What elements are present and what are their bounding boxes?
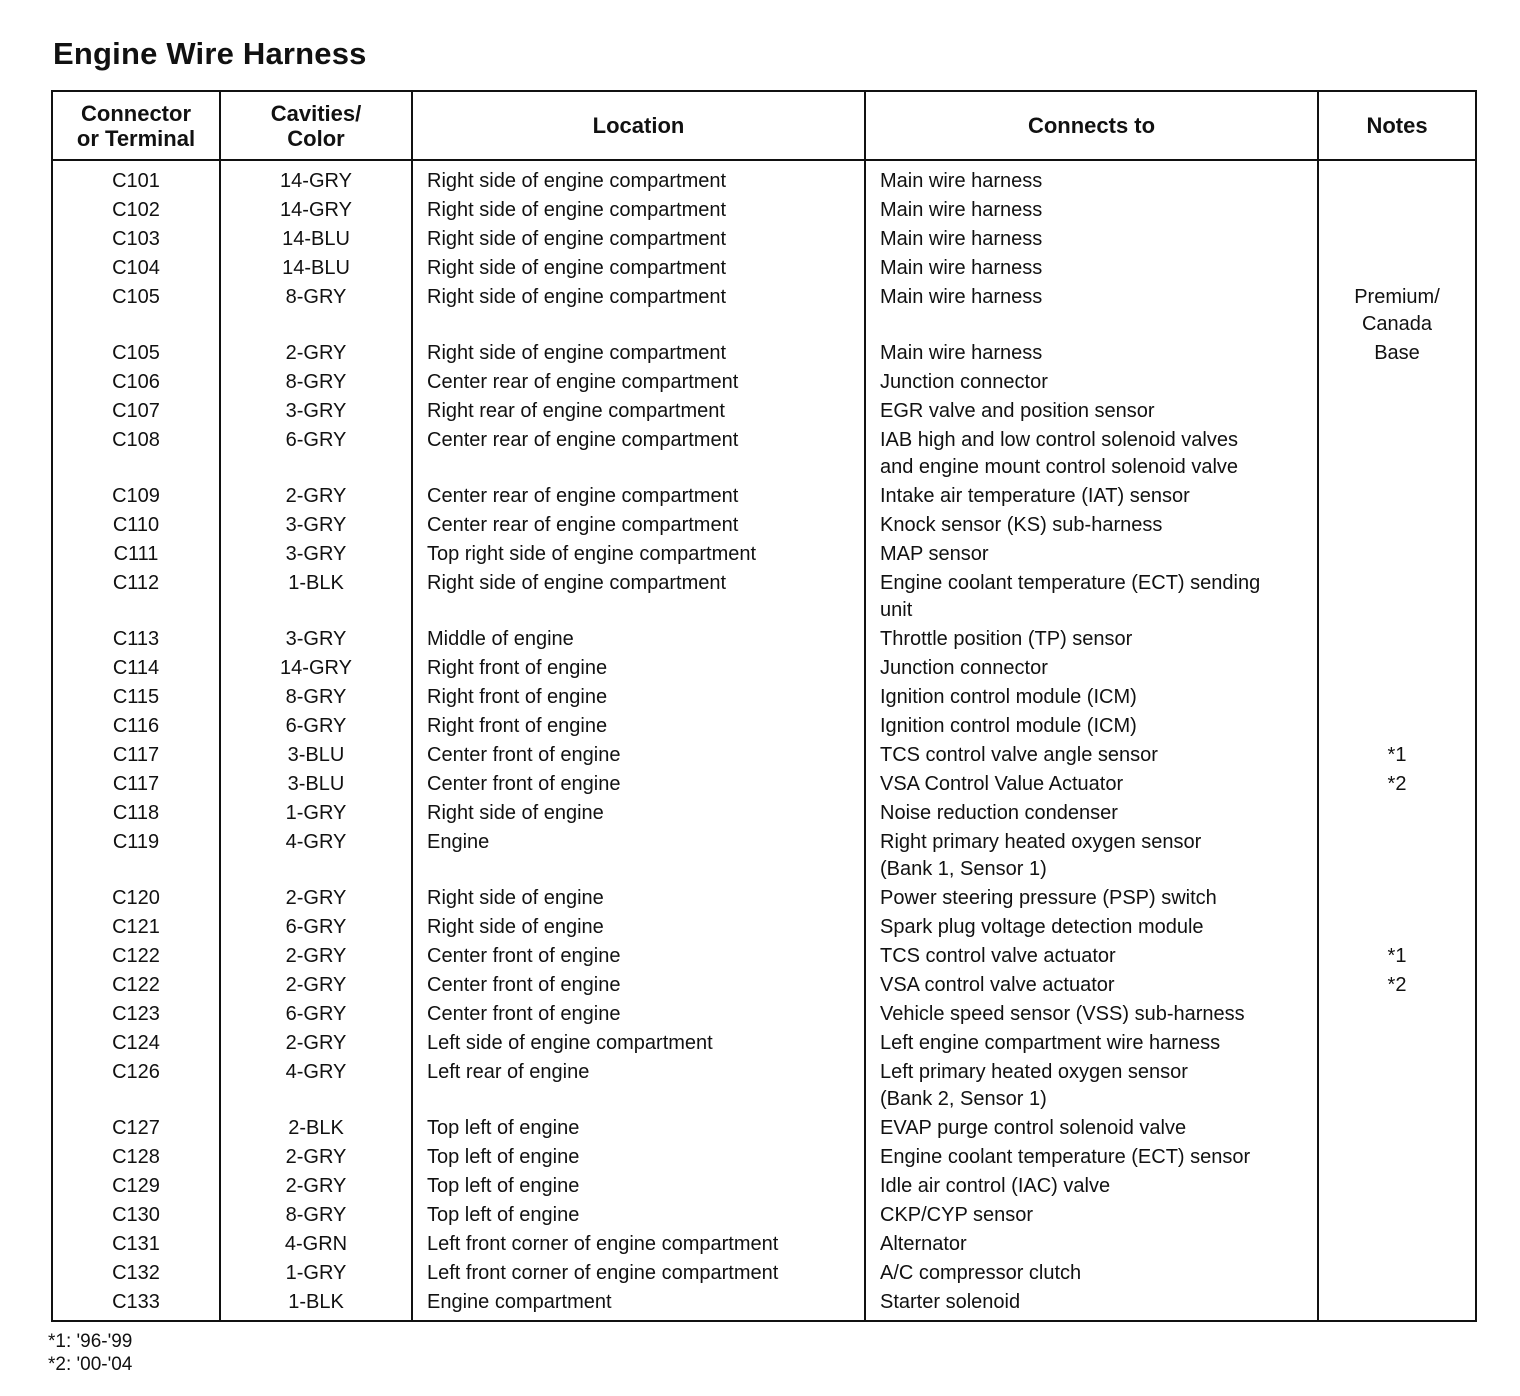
table-row [0,1289,1520,1318]
table-row [0,541,1520,570]
table-row [0,1144,1520,1173]
connects-to-cell: Left primary heated oxygen sensor (Bank 2, Sensor 1) [880,1061,1188,1110]
connects-to-cell: Noise reduction condenser [880,802,1118,824]
connector-cell: C127 [112,1117,160,1139]
connects-to-cell: CKP/CYP sensor [880,1204,1034,1226]
connects-to-cell: Main wire harness [880,342,1043,364]
table-row [0,1059,1520,1115]
location-cell: Center front of engine [427,773,621,795]
cavities-cell: 8-GRY [285,686,347,708]
table-row [0,226,1520,255]
location-cell: Top left of engine [427,1175,580,1197]
cavities-cell: 2-GRY [285,945,347,967]
table-row [0,943,1520,972]
table-row [0,972,1520,1001]
footnotes [48,1330,132,1376]
location-cell: Center front of engine [427,1003,621,1025]
connects-to-cell: Main wire harness [880,286,1043,308]
connector-cell: C109 [112,485,160,507]
cavities-cell: 6-GRY [285,715,347,737]
location-cell: Left front corner of engine compartment [427,1262,779,1284]
table-row [0,1260,1520,1289]
location-cell: Center front of engine [427,945,621,967]
notes-cell: *2 [1387,773,1407,795]
table-row [0,771,1520,800]
connects-to-cell: Main wire harness [880,170,1043,192]
table-row [0,197,1520,226]
location-cell: Right side of engine compartment [427,257,727,279]
connector-cell: C124 [112,1032,160,1054]
cavities-cell: 2-GRY [285,342,347,364]
table-row [0,483,1520,512]
location-cell: Center front of engine [427,744,621,766]
cavities-cell: 14-GRY [280,199,352,221]
cavities-cell: 3-GRY [285,543,347,565]
connector-cell: C117 [112,773,160,795]
connects-to-cell: Main wire harness [880,257,1043,279]
table-row [0,914,1520,943]
notes-cell: Base [1374,342,1420,364]
connects-to-cell: Junction connector [880,371,1048,393]
connector-cell: C108 [112,429,160,451]
connects-to-cell: Main wire harness [880,199,1043,221]
table-row [0,1202,1520,1231]
connects-to-cell: Right primary heated oxygen sensor (Bank 1, Sensor 1) [880,831,1202,880]
table-body [0,168,1520,1318]
cavities-cell: 14-BLU [282,228,350,250]
cavities-cell: 3-GRY [285,514,347,536]
connector-cell: C133 [112,1291,160,1313]
connector-cell: C128 [112,1146,160,1168]
location-cell: Right side of engine [427,802,604,824]
location-cell: Top left of engine [427,1117,580,1139]
connector-cell: C104 [112,257,160,279]
connects-to-cell: EVAP purge control solenoid valve [880,1117,1187,1139]
column-header-connects-to: Connects to [1027,113,1156,138]
location-cell: Top right side of engine compartment [427,543,757,565]
connector-cell: C105 [112,342,160,364]
connector-cell: C130 [112,1204,160,1226]
table-row [0,800,1520,829]
table-row [0,570,1520,626]
location-cell: Top left of engine [427,1204,580,1226]
connector-cell: C117 [112,744,160,766]
table-row [0,398,1520,427]
connects-to-cell: Knock sensor (KS) sub-harness [880,514,1163,536]
cavities-cell: 2-GRY [285,887,347,909]
cavities-cell: 2-GRY [285,1032,347,1054]
connector-cell: C112 [112,572,160,594]
location-cell: Right front of engine [427,657,608,679]
connects-to-cell: Throttle position (TP) sensor [880,628,1133,650]
location-cell: Right side of engine compartment [427,199,727,221]
connects-to-cell: A/C compressor clutch [880,1262,1082,1284]
connects-to-cell: Ignition control module (ICM) [880,715,1137,737]
connector-cell: C121 [112,916,160,938]
connector-cell: C118 [112,802,160,824]
table-row [0,655,1520,684]
table-row [0,1001,1520,1030]
location-cell: Right side of engine compartment [427,342,727,364]
connects-to-cell: VSA control valve actuator [880,974,1115,996]
header-divider [51,159,1477,161]
cavities-cell: 2-GRY [285,1175,347,1197]
connector-cell: C105 [112,286,160,308]
cavities-cell: 6-GRY [285,916,347,938]
location-cell: Right side of engine compartment [427,170,727,192]
connects-to-cell: Left engine compartment wire harness [880,1032,1221,1054]
connector-cell: C132 [112,1262,160,1284]
connector-cell: C122 [112,974,160,996]
location-cell: Top left of engine [427,1146,580,1168]
connects-to-cell: Engine coolant temperature (ECT) sending unit [880,572,1261,621]
footnote: *1: '96-'99 [48,1331,133,1352]
cavities-cell: 14-GRY [280,657,352,679]
table-row [0,684,1520,713]
connector-cell: C111 [113,543,159,565]
cavities-cell: 3-BLU [287,744,345,766]
connects-to-cell: IAB high and low control solenoid valves and engine mount control solenoid valve [880,429,1239,478]
location-cell: Center rear of engine compartment [427,514,739,536]
connector-cell: C116 [112,715,160,737]
notes-cell: *2 [1387,974,1407,996]
table-row [0,168,1520,197]
cavities-cell: 6-GRY [285,1003,347,1025]
connector-cell: C115 [112,686,160,708]
table-row [0,369,1520,398]
table-row [0,713,1520,742]
cavities-cell: 3-GRY [285,628,347,650]
cavities-cell: 6-GRY [285,429,347,451]
footnote: *2: '00-'04 [48,1354,133,1375]
table-row [0,340,1520,369]
cavities-cell: 4-GRN [284,1233,348,1255]
notes-cell: Premium/ Canada [1354,286,1440,335]
location-cell: Right side of engine compartment [427,572,727,594]
cavities-cell: 4-GRY [285,1061,347,1083]
table-row [0,742,1520,771]
connects-to-cell: Main wire harness [880,228,1043,250]
table-row [0,626,1520,655]
connects-to-cell: Engine coolant temperature (ECT) sensor [880,1146,1251,1168]
cavities-cell: 14-BLU [282,257,350,279]
connects-to-cell: Alternator [880,1233,967,1255]
table-row [0,885,1520,914]
table-row [0,829,1520,885]
cavities-cell: 2-GRY [285,485,347,507]
connector-cell: C114 [112,657,160,679]
location-cell: Right front of engine [427,686,608,708]
cavities-cell: 3-BLU [287,773,345,795]
location-cell: Center rear of engine compartment [427,429,739,451]
connects-to-cell: EGR valve and position sensor [880,400,1155,422]
location-cell: Center rear of engine compartment [427,371,739,393]
table-row [0,1115,1520,1144]
column-header-connector: Connector or Terminal [76,100,196,151]
table-row [0,427,1520,483]
connects-to-cell: Starter solenoid [880,1291,1021,1313]
connector-cell: C123 [112,1003,160,1025]
connector-cell: C129 [112,1175,160,1197]
connector-cell: C131 [112,1233,160,1255]
connector-cell: C126 [112,1061,160,1083]
table-row [0,1173,1520,1202]
cavities-cell: 3-GRY [285,400,347,422]
location-cell: Engine compartment [427,1291,612,1313]
connector-cell: C103 [112,228,160,250]
cavities-cell: 8-GRY [285,286,347,308]
column-header-notes: Notes [1366,113,1428,138]
connector-cell: C113 [112,628,160,650]
notes-cell: *1 [1387,945,1407,967]
connector-cell: C119 [112,831,160,853]
location-cell: Center rear of engine compartment [427,485,739,507]
cavities-cell: 8-GRY [285,371,347,393]
location-cell: Left rear of engine [427,1061,590,1083]
connector-cell: C106 [112,371,160,393]
location-cell: Right side of engine compartment [427,286,727,308]
table-row [0,255,1520,284]
connector-cell: C122 [112,945,160,967]
connects-to-cell: Vehicle speed sensor (VSS) sub-harness [880,1003,1245,1025]
cavities-cell: 1-GRY [285,1262,347,1284]
connector-cell: C120 [112,887,160,909]
cavities-cell: 1-BLK [288,1291,344,1313]
cavities-cell: 8-GRY [285,1204,347,1226]
connector-cell: C102 [112,199,160,221]
connects-to-cell: MAP sensor [880,543,989,565]
location-cell: Right side of engine compartment [427,228,727,250]
connects-to-cell: Spark plug voltage detection module [880,916,1204,938]
connector-cell: C107 [112,400,160,422]
location-cell: Middle of engine [427,628,574,650]
connects-to-cell: Power steering pressure (PSP) switch [880,887,1217,909]
column-header-location: Location [592,113,685,138]
location-cell: Left front corner of engine compartment [427,1233,779,1255]
table-row [0,512,1520,541]
cavities-cell: 4-GRY [285,831,347,853]
connects-to-cell: Ignition control module (ICM) [880,686,1137,708]
location-cell: Right rear of engine compartment [427,400,725,422]
location-cell: Center front of engine [427,974,621,996]
location-cell: Left side of engine compartment [427,1032,713,1054]
table-row [0,284,1520,340]
connects-to-cell: TCS control valve angle sensor [880,744,1158,766]
connects-to-cell: Idle air control (IAC) valve [880,1175,1111,1197]
connects-to-cell: TCS control valve actuator [880,945,1116,967]
cavities-cell: 1-BLK [288,572,344,594]
table-row [0,1030,1520,1059]
connects-to-cell: VSA Control Value Actuator [880,773,1124,795]
cavities-cell: 2-BLK [288,1117,344,1139]
location-cell: Right side of engine [427,887,604,909]
connector-cell: C101 [112,170,160,192]
cavities-cell: 2-GRY [285,1146,347,1168]
cavities-cell: 2-GRY [285,974,347,996]
cavities-cell: 14-GRY [280,170,352,192]
connector-cell: C110 [112,514,160,536]
location-cell: Engine [427,831,490,853]
connects-to-cell: Intake air temperature (IAT) sensor [880,485,1190,507]
cavities-cell: 1-GRY [285,802,347,824]
page-title: Engine Wire Harness [53,36,367,71]
location-cell: Right front of engine [427,715,608,737]
column-header-cavities: Cavities/ Color [270,100,362,151]
connects-to-cell: Junction connector [880,657,1048,679]
table-row [0,1231,1520,1260]
location-cell: Right side of engine [427,916,604,938]
notes-cell: *1 [1387,744,1407,766]
